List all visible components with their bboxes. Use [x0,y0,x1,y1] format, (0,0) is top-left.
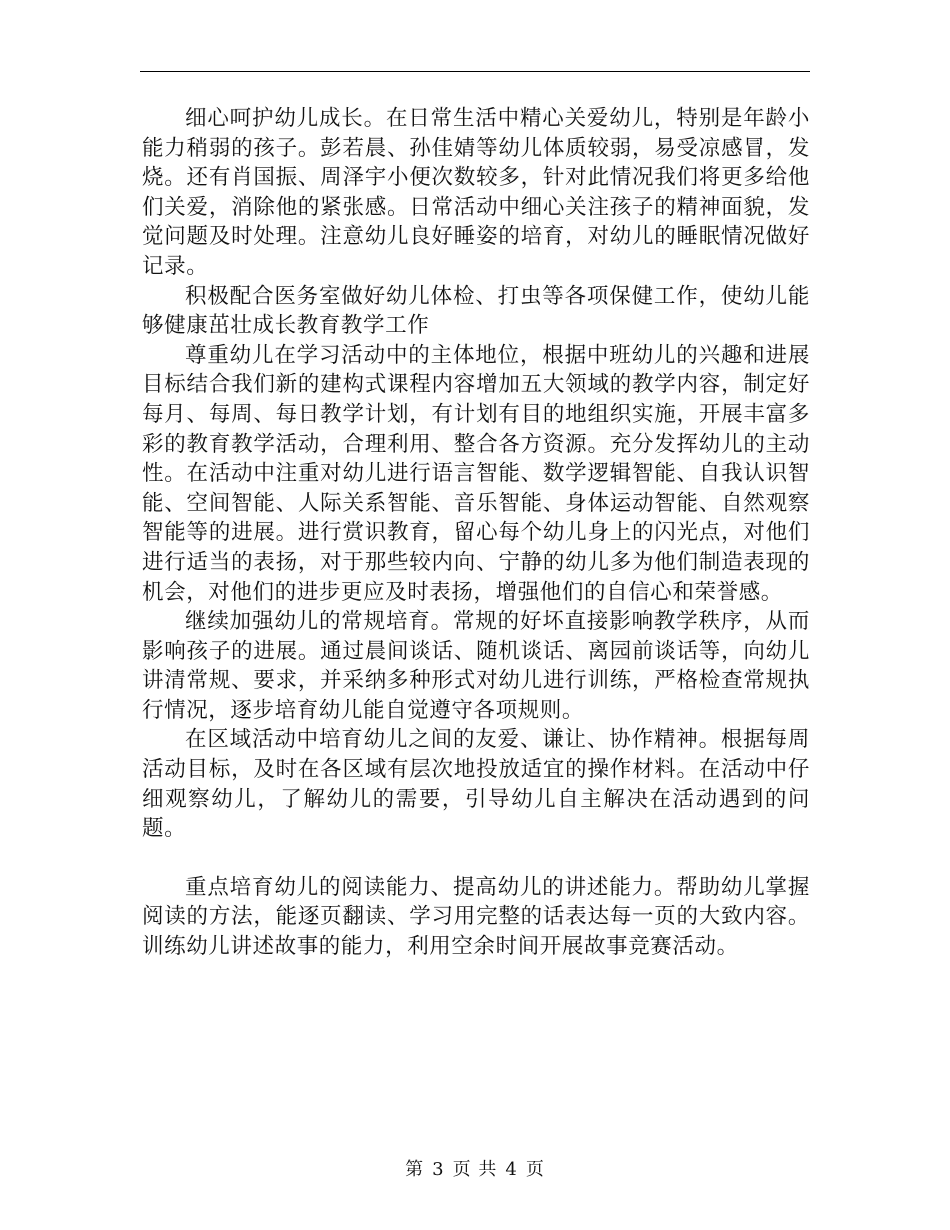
document-body [142,104,810,962]
footer-middle: 页 共 [452,1159,498,1180]
footer-total-pages: 4 [505,1159,518,1180]
paragraph-area-activity: 在区域活动中培育幼儿之间的友爱、谦让、协作精神。根据每周活动目标，及时在各区域有层次地投放适宜的操作材料。在活动中仔细观察幼儿，了解幼儿的需要，引导幼儿自主解决在活动遇到的问题。 [142,727,810,842]
paragraph-health: 积极配合医务室做好幼儿体检、打虫等各项保健工作，使幼儿能够健康茁壮成长教育教学工作 [142,283,810,339]
page-footer [0,1155,950,1181]
paragraph-reading: 重点培育幼儿的阅读能力、提高幼儿的讲述能力。帮助幼儿掌握阅读的方法，能逐页翻读、学习用完整的话表达每一页的大致内容。训练幼儿讲述故事的能力，利用空余时间开展故事竞赛活动。 [142,874,810,960]
header-rule [140,71,810,72]
footer-prefix: 第 [405,1159,425,1180]
footer-suffix: 页 [525,1159,545,1180]
footer-current-page: 3 [432,1159,445,1180]
paragraph-teaching: 尊重幼儿在学习活动中的主体地位，根据中班幼儿的兴趣和进展目标结合我们新的建构式课程内容增加五大领域的教学内容，制定好每月、每周、每日教学计划，有计划有目的地组织实施，开展丰富多彩的教育教学活动，合理利用、整合各方资源。充分发挥幼儿的主动性。在活动中注重对幼儿进行语言智能、数学逻辑智能、自我认识智能、空间智能、人际关系智能、音乐智能、身体运动智能、自然观察智能等的进展。进行赏识教育，留心每个幼儿身上的闪光点，对他们进行适当的表扬，对于那些较内向、宁静的幼儿多为他们制造表现的机会，对他们的进步更应及时表扬，增强他们的自信心和荣誉感。 [142,342,810,605]
paragraph-routine: 继续加强幼儿的常规培育。常规的好坏直接影响教学秩序，从而影响孩子的进展。通过晨间谈话、随机谈话、离园前谈话等，向幼儿讲清常规、要求，并采纳多种形式对幼儿进行训练，严格检查常规执行情况，逐步培育幼儿能自觉遵守各项规则。 [142,609,810,723]
paragraph-care: 细心呵护幼儿成长。在日常生活中精心关爱幼儿，特别是年龄小能力稍弱的孩子。彭若晨、孙佳婧等幼儿体质较弱，易受凉感冒，发烧。还有肖国振、周泽宇小便次数较多，针对此情况我们将更多给他们关爱，消除他的紧张感。日常活动中细心关注孩子的精神面貌，发觉问题及时处理。注意幼儿良好睡姿的培育，对幼儿的睡眠情况做好记录。 [142,106,810,279]
